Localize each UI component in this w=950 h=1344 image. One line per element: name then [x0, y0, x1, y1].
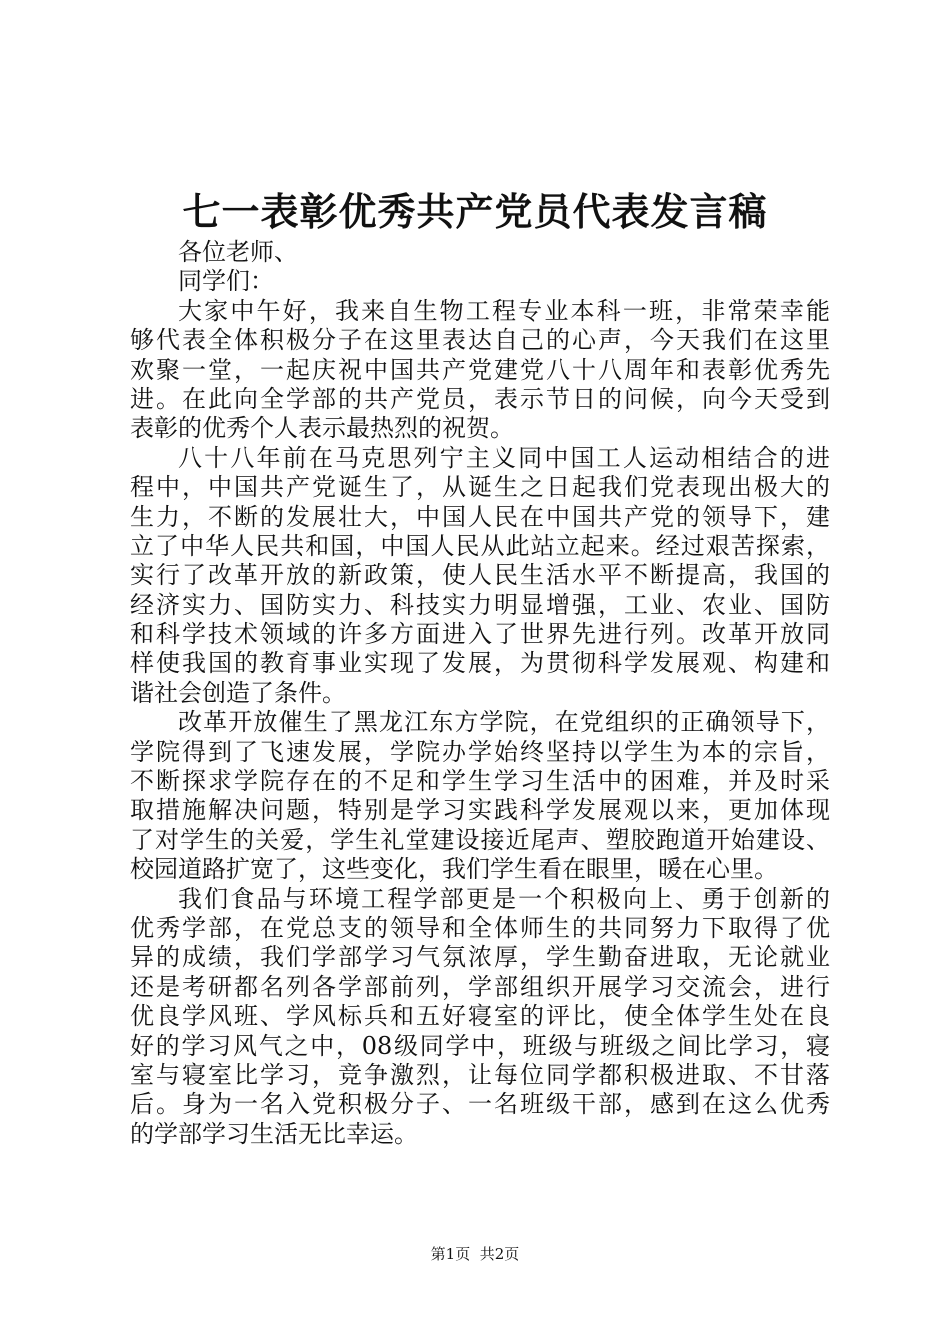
paragraph-line: 进。在此向全学部的共产党员，表示节日的问候，向今天受到 [130, 384, 830, 413]
paragraph-line: 优良学风班、学风标兵和五好寝室的评比，使全体学生处在良 [130, 1002, 830, 1031]
paragraph-line: 谐社会创造了条件。 [130, 678, 346, 707]
paragraph-line: 八十八年前在马克思列宁主义同中国工人运动相结合的进 [178, 443, 830, 472]
paragraph-line: 欢聚一堂，一起庆祝中国共产党建党八十八周年和表彰优秀先 [130, 355, 830, 384]
salutation-line: 同学们： [178, 267, 274, 296]
salutation-line: 各位老师、 [178, 238, 298, 266]
page-footer [0, 1244, 950, 1264]
paragraph-line: 学院得到了飞速发展，学院办学始终坚持以学生为本的宗旨， [130, 737, 830, 766]
paragraph-line: 大家中午好，我来自生物工程专业本科一班，非常荣幸能 [178, 296, 830, 325]
paragraph-line: 异的成绩，我们学部学习气氛浓厚，学生勤奋进取，无论就业 [130, 943, 830, 972]
paragraph-line: 不断探求学院存在的不足和学生学习生活中的困难，并及时采 [130, 767, 830, 796]
paragraph-line: 好的学习风气之中，08级同学中，班级与班级之间比学习，寝 [130, 1031, 830, 1060]
paragraph-line: 取措施解决问题，特别是学习实践科学发展观以来，更加体现 [130, 796, 830, 825]
paragraph-line: 立了中华人民共和国，中国人民从此站立起来。经过艰苦探索， [130, 531, 830, 560]
paragraph-line: 的学部学习生活无比幸运。 [130, 1119, 418, 1148]
paragraph-line: 优秀学部，在党总支的领导和全体师生的共同努力下取得了优 [130, 913, 830, 942]
paragraph-line: 够代表全体积极分子在这里表达自己的心声，今天我们在这里 [130, 326, 830, 355]
document-body [130, 238, 830, 1149]
paragraph-line: 样使我国的教育事业实现了发展，为贯彻科学发展观、构建和 [130, 649, 830, 678]
paragraph-line: 还是考研都名列各学部前列，学部组织开展学习交流会，进行 [130, 972, 830, 1001]
paragraph [130, 708, 830, 884]
paragraph-line: 后。身为一名入党积极分子、一名班级干部，感到在这么优秀 [130, 1090, 830, 1119]
paragraph-line: 校园道路扩宽了，这些变化，我们学生看在眼里，暖在心里。 [130, 855, 778, 884]
paragraph-line: 实行了改革开放的新政策，使人民生活水平不断提高，我国的 [130, 561, 830, 590]
paragraph-line: 室与寝室比学习，竞争激烈，让每位同学都积极进取、不甘落 [130, 1060, 830, 1089]
paragraph-line: 生力，不断的发展壮大，中国人民在中国共产党的领导下，建 [130, 502, 830, 531]
document-title: 七一表彰优秀共产党员代表发言稿 [182, 189, 768, 234]
paragraph-line: 表彰的优秀个人表示最热烈的祝贺。 [130, 414, 514, 443]
paragraph-line: 了对学生的关爱，学生礼堂建设接近尾声、塑胶跑道开始建设、 [130, 825, 830, 854]
paragraph-line: 我们食品与环境工程学部更是一个积极向上、勇于创新的 [178, 884, 830, 913]
paragraph [130, 297, 830, 444]
paragraph [130, 444, 830, 709]
page-total: 共2页 [479, 1245, 520, 1263]
page-number: 第1页 [430, 1245, 471, 1263]
paragraph-line: 经济实力、国防实力、科技实力明显增强，工业、农业、国防 [130, 590, 830, 619]
paragraph [130, 885, 830, 1150]
paragraph-line: 改革开放催生了黑龙江东方学院，在党组织的正确领导下， [178, 708, 830, 737]
paragraph-line: 程中，中国共产党诞生了，从诞生之日起我们党表现出极大的 [130, 473, 830, 502]
paragraph-line: 和科学技术领域的许多方面进入了世界先进行列。改革开放同 [130, 620, 830, 649]
